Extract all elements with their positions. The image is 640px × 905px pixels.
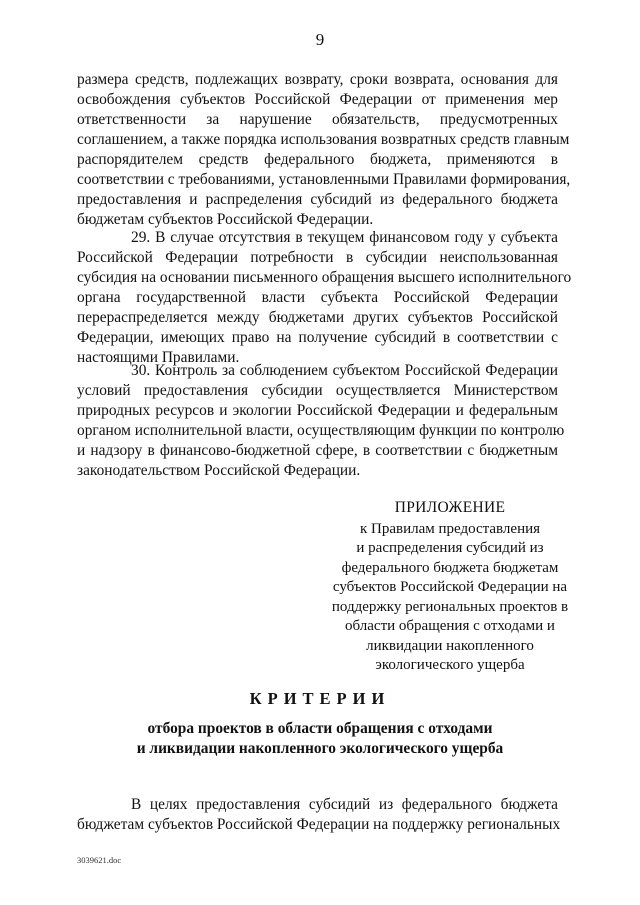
subheading-line: отбора проектов в области обращения с отходами xyxy=(147,720,493,737)
text-line: Федерации, имеющих право на получение субсидий в соответствии с xyxy=(77,329,558,346)
paragraph-clause-30 xyxy=(77,361,565,481)
text-line: 29. В случае отсутствия в текущем финансовом году у субъекта xyxy=(131,229,558,246)
document-code: 3039621.doc xyxy=(77,855,122,865)
text-line: бюджетам субъектов Российской Федерации на поддержку региональных xyxy=(77,816,561,833)
text-line: ответственности за нарушение обязательств, предусмотренных xyxy=(77,111,558,128)
criteria-heading: КРИТЕРИИ xyxy=(249,689,391,708)
appendix-line: субъектов Российской Федерации на xyxy=(332,579,568,595)
appendix-line: ликвидации накопленного xyxy=(366,637,534,654)
text-line: настоящими Правилами. xyxy=(77,349,240,366)
appendix-line: и распределения субсидий из xyxy=(356,540,544,556)
paragraph-return-of-funds xyxy=(77,70,571,230)
appendix-line: области обращения с отходами и xyxy=(345,618,555,634)
page-number: 9 xyxy=(315,30,325,49)
text-line: перераспределяется между бюджетами других субъектов Российской xyxy=(77,309,558,326)
appendix-line: к Правилам предоставления xyxy=(359,520,541,537)
appendix-line: федерального бюджета бюджетам xyxy=(341,559,559,576)
text-line: предоставления и распределения субсидий из федерального бюджета xyxy=(77,191,558,208)
appendix-title: ПРИЛОЖЕНИЕ xyxy=(394,499,506,516)
text-line: условий предоставления субсидии осуществляется Министерством xyxy=(77,382,558,399)
appendix-block xyxy=(300,498,600,676)
text-line: В целях предоставления субсидий из федерального бюджета xyxy=(131,796,558,813)
paragraph-criteria-intro xyxy=(77,795,561,835)
text-line: законодательством Российской Федерации. xyxy=(77,462,361,479)
text-line: органом исполнительной власти, осуществляющим функции по контролю xyxy=(77,422,565,439)
text-line: бюджетам субъектов Российской Федерации. xyxy=(77,211,374,228)
text-line: соглашением, а также порядка использования возвратных средств главным xyxy=(77,131,570,148)
text-line: субсидия на основании письменного обращения высшего исполнительного xyxy=(77,269,572,286)
appendix-line: экологического ущерба xyxy=(375,657,525,673)
paragraph-clause-29 xyxy=(77,228,572,368)
text-line: Российской Федерации потребности в субсидии неиспользованная xyxy=(77,249,558,266)
text-line: 30. Контроль за соблюдением субъектом Российской Федерации xyxy=(131,362,558,379)
text-line: органа государственной власти субъекта Российской Федерации xyxy=(77,289,558,306)
criteria-subheading xyxy=(0,719,640,759)
appendix-line: поддержку региональных проектов в xyxy=(331,598,569,615)
text-line: соответствии с требованиями, установленными Правилами формирования, xyxy=(77,171,571,188)
subheading-line: и ликвидации накопленного экологического ущерба xyxy=(136,740,504,757)
text-line: размера средств, подлежащих возврату, сроки возврата, основания для xyxy=(77,71,558,88)
text-line: освобождения субъектов Российской Федерации от применения мер xyxy=(77,91,558,108)
text-line: и надзору в финансово-бюджетной сфере, в соответствии с бюджетным xyxy=(77,442,558,459)
text-line: распорядителем средств федерального бюджета, применяются в xyxy=(77,151,558,168)
text-line: природных ресурсов и экологии Российской Федерации и федеральным xyxy=(77,402,558,419)
